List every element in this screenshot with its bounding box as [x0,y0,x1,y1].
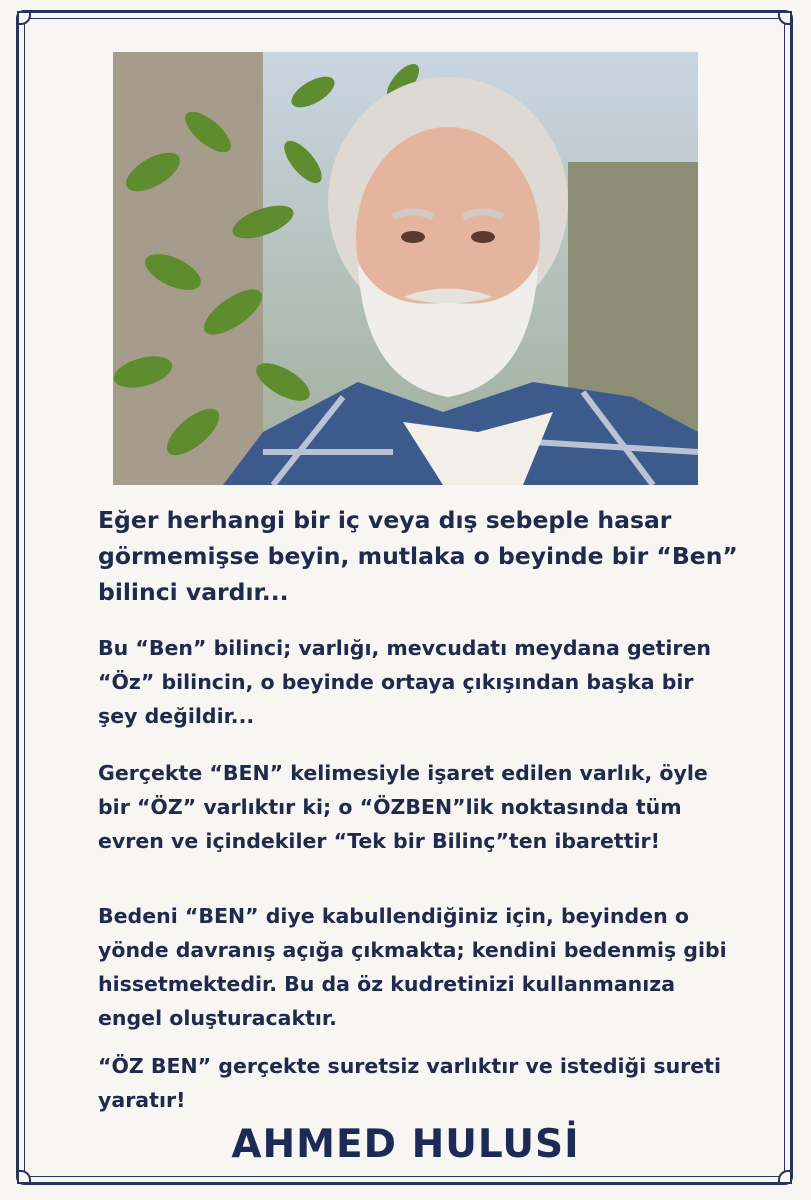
quote-paragraph-1: Eğer herhangi bir iç veya dış sebeple hasar görmemişse beyin, mutlaka o beyinde bir “Ben” bilinci vardır... [98,506,738,606]
portrait-photo [113,52,698,485]
quote-paragraph-4: Bedeni “BEN” diye kabullendiğiniz için, beyinden o yönde davranış açığa çıkmakta; kendini bedenmiş gibi hissetmektedir. Bu da öz kudretinizi kullanmanıza engel oluşturacaktır. [98,904,727,1030]
quote-paragraph-2: Bu “Ben” bilinci; varlığı, mevcudatı meydana getiren “Öz” bilincin, o beyinde ortaya çıkışından başka bir şey değildir... [98,636,711,728]
quote-paragraph-3: Gerçekte “BEN” kelimesiyle işaret edilen varlık, öyle bir “ÖZ” varlıktır ki; o “ÖZBEN”lik noktasında tüm evren ve içindekiler “Tek bir Bilinç”ten ibarettir! [98,761,708,853]
corner-ornament [778,1170,792,1184]
quote-paragraph-5: “ÖZ BEN” gerçekte suretsiz varlıktır ve istediği sureti yaratır! [98,1054,721,1112]
author-name: AHMED HULUSİ [231,1122,580,1167]
